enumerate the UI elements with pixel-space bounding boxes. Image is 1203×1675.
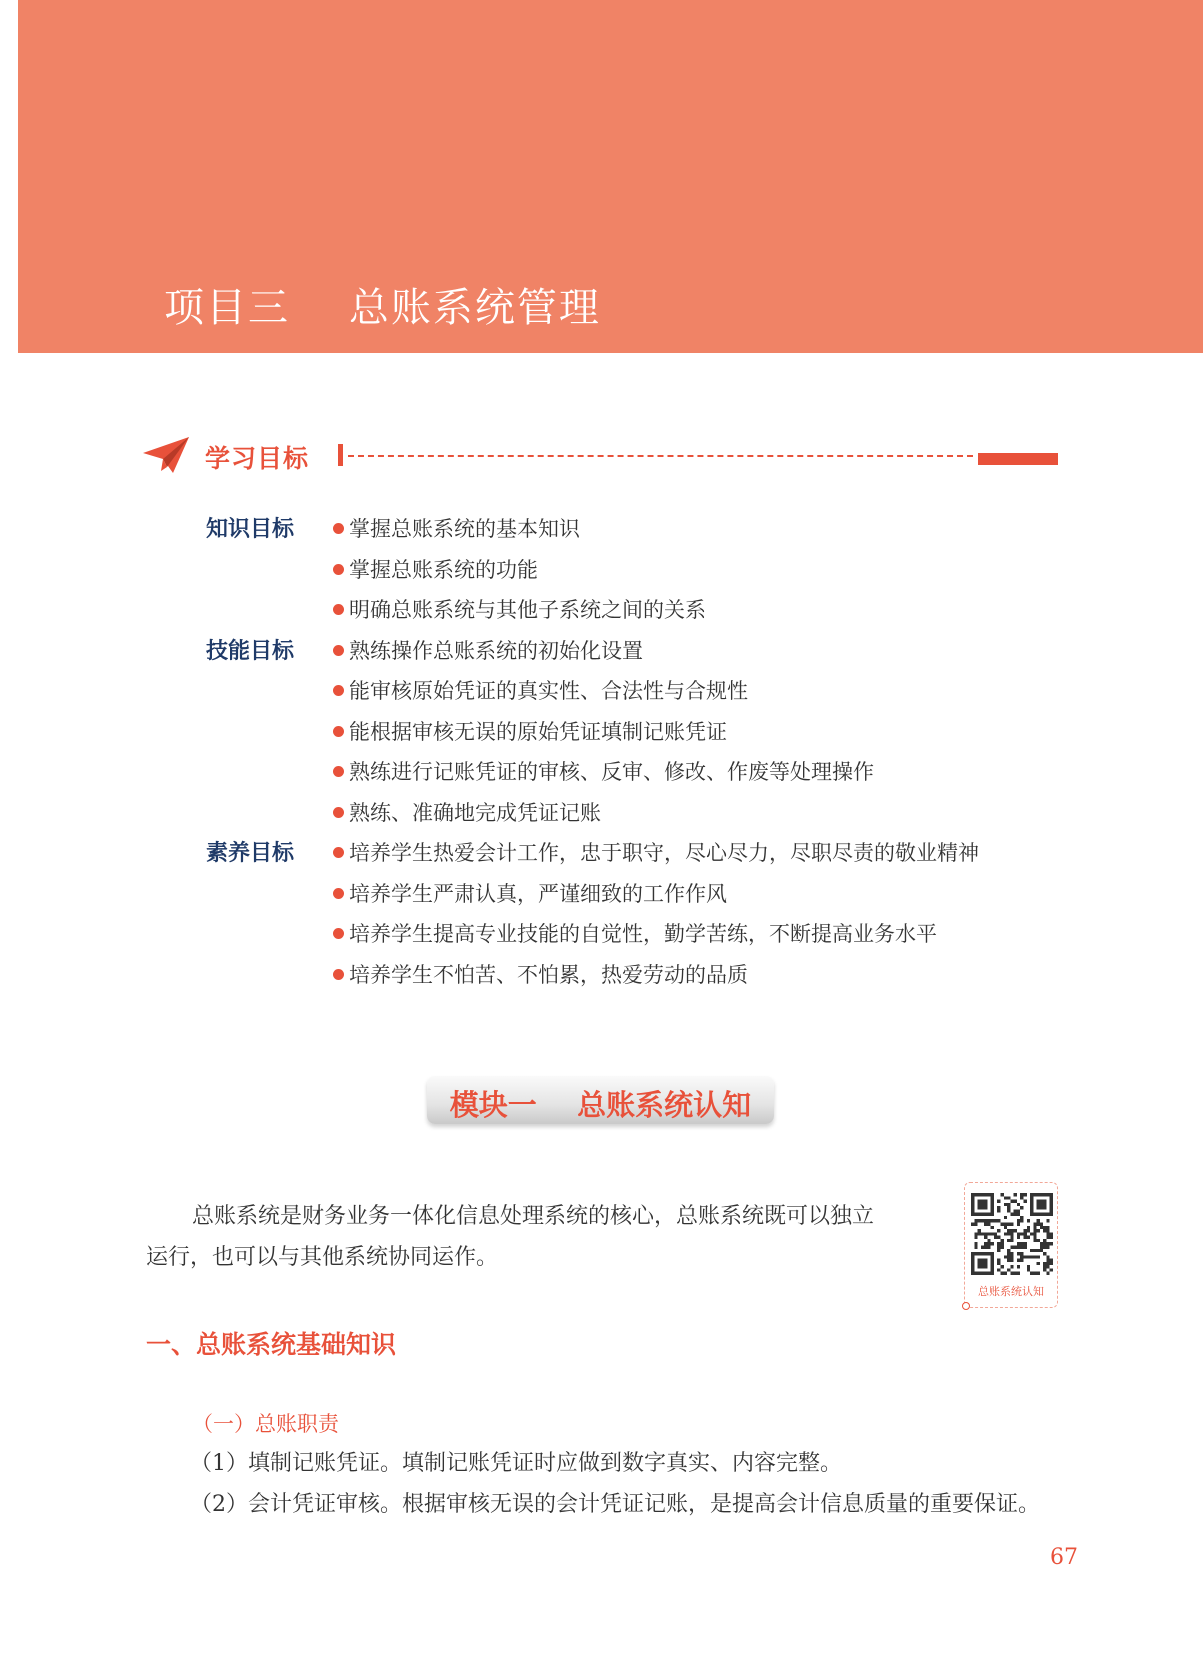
qr-code-card[interactable] xyxy=(964,1182,1058,1308)
bullet-dot xyxy=(333,645,344,656)
objective-item: 熟练操作总账系统的初始化设置 xyxy=(349,638,643,663)
objective-item: 掌握总账系统的功能 xyxy=(349,557,538,582)
objective-item: 能根据审核无误的原始凭证填制记账凭证 xyxy=(349,719,727,744)
bullet-dot xyxy=(333,847,344,858)
subsection-heading: （一）总账职责 xyxy=(192,1412,339,1436)
bullet-dot xyxy=(333,807,344,818)
module-title-badge xyxy=(427,1076,774,1124)
objective-item: 明确总账系统与其他子系统之间的关系 xyxy=(349,598,706,622)
objective-item: 掌握总账系统的基本知识 xyxy=(349,517,580,541)
bullet-dot xyxy=(333,604,344,615)
objective-item: 培养学生不怕苦、不怕累，热爱劳动的品质 xyxy=(349,962,748,987)
objective-item: 熟练进行记账凭证的审核、反审、修改、作废等处理操作 xyxy=(349,760,874,784)
page-number: 67 xyxy=(1050,1545,1078,1570)
objective-item: 能审核原始凭证的真实性、合法性与合规性 xyxy=(349,679,748,703)
intro-paragraph-line: 运行，也可以与其他系统协同运作。 xyxy=(146,1245,499,1270)
qr-caption: 总账系统认知 xyxy=(978,1285,1044,1298)
qr-corner-dot xyxy=(962,1302,970,1310)
duty-item: （1）填制记账凭证。填制记账凭证时应做到数字真实、内容完整。 xyxy=(190,1451,842,1476)
objective-item: 熟练、准确地完成凭证记账 xyxy=(349,800,601,825)
category-label-skills: 技能目标 xyxy=(206,638,295,664)
section-heading: 一、总账系统基础知识 xyxy=(146,1330,397,1359)
bullet-dot xyxy=(333,523,344,534)
intro-paragraph-line: 总账系统是财务业务一体化信息处理系统的核心，总账系统既可以独立 xyxy=(192,1204,875,1229)
objective-item: 培养学生热爱会计工作，忠于职守，尽心尽力，尽职尽责的敬业精神 xyxy=(349,841,979,865)
header-end-block xyxy=(978,453,1058,465)
paper-plane-icon xyxy=(143,437,189,473)
bullet-dot xyxy=(333,928,344,939)
header-bar xyxy=(338,444,343,466)
duty-item: （2）会计凭证审核。根据审核无误的会计凭证记账，是提高会计信息质量的重要保证。 xyxy=(190,1492,1040,1517)
chapter-title: 项目三 总账系统管理 xyxy=(164,285,601,331)
category-label-literacy: 素养目标 xyxy=(206,841,295,866)
objectives-header xyxy=(143,433,1063,473)
objectives-title: 学习目标 xyxy=(205,444,310,473)
chapter-banner xyxy=(18,0,1203,353)
bullet-dot xyxy=(333,888,344,899)
objective-item: 培养学生提高专业技能的自觉性，勤学苦练，不断提高业务水平 xyxy=(349,922,937,946)
bullet-dot xyxy=(333,766,344,777)
bullet-dot xyxy=(333,969,344,980)
header-dashed-line xyxy=(348,455,973,457)
bullet-dot xyxy=(333,564,344,575)
category-label-knowledge: 知识目标 xyxy=(206,517,295,542)
bullet-dot xyxy=(333,726,344,737)
objective-item: 培养学生严肃认真，严谨细致的工作作风 xyxy=(349,881,727,906)
qr-code-icon[interactable] xyxy=(971,1193,1053,1275)
module-title: 模块一 总账系统认知 xyxy=(449,1088,752,1122)
bullet-dot xyxy=(333,685,344,696)
